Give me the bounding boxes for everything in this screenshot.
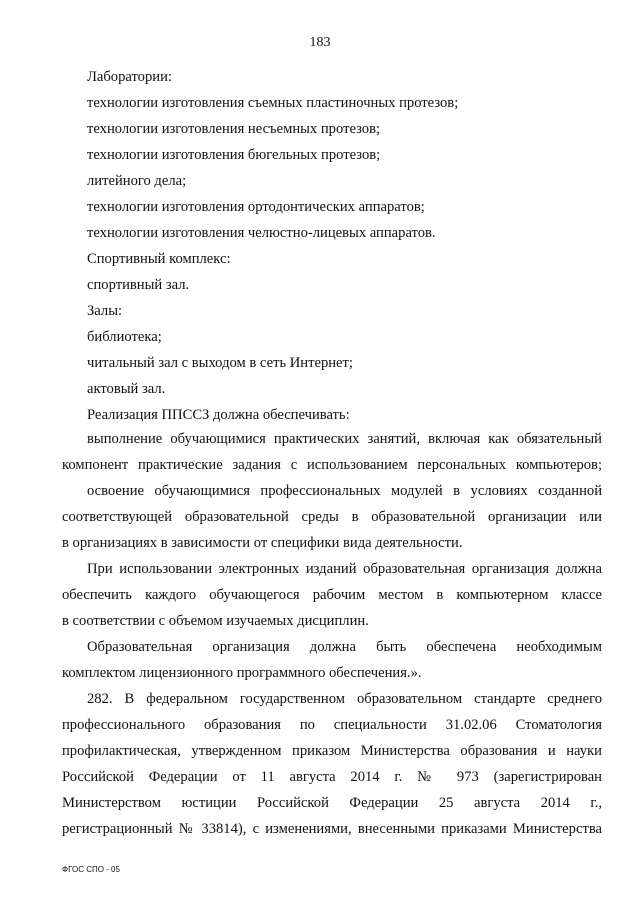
paragraph-line: в организациях в зависимости от специфики вида деятельности. (62, 535, 463, 551)
paragraph-line: обеспечить каждого обучающегося рабочим местом в компьютерном классе (62, 587, 602, 603)
labs-heading: Лаборатории: (87, 69, 172, 85)
paragraph-line: профилактическая, утвержденном приказом Министерства образования и науки (62, 743, 602, 759)
sports-heading: Спортивный комплекс: (87, 251, 231, 267)
paragraph-line: При использовании электронных изданий образовательная организация должна (87, 561, 602, 577)
paragraph-line: Российской Федерации от 11 августа 2014 г. № 973 (зарегистрирован (62, 769, 602, 785)
paragraph-line: профессионального образования по специальности 31.02.06 Стоматология (62, 717, 602, 733)
paragraph-line: регистрационный № 33814), с изменениями, внесенными приказами Министерства (62, 821, 602, 837)
list-item: спортивный зал. (87, 277, 190, 293)
paragraph-line: Образовательная организация должна быть обеспечена необходимым (87, 639, 602, 655)
list-item: технологии изготовления челюстно-лицевых аппаратов. (87, 225, 436, 241)
paragraph-line: Министерством юстиции Российской Федерации 25 августа 2014 г., (62, 795, 602, 811)
page-number: 183 (309, 35, 331, 50)
paragraph-line: в соответствии с объемом изучаемых дисциплин. (62, 613, 369, 629)
paragraph-line: 282. В федеральном государственном образовательном стандарте среднего (87, 691, 602, 707)
list-item: технологии изготовления бюгельных протезов; (87, 147, 381, 163)
paragraph-line: выполнение обучающимися практических занятий, включая как обязательный (87, 431, 602, 447)
paragraph-line: компонент практические задания с использованием персональных компьютеров; (62, 457, 602, 473)
halls-heading: Залы: (87, 303, 123, 319)
paragraph-line: освоение обучающимися профессиональных модулей в условиях созданной (87, 483, 602, 499)
list-item: актовый зал. (87, 381, 166, 397)
list-item: читальный зал с выходом в сеть Интернет; (87, 355, 353, 371)
paragraph-line: комплектом лицензионного программного обеспечения.». (62, 665, 422, 681)
list-item: технологии изготовления несъемных протезов; (87, 121, 381, 137)
list-item: библиотека; (87, 329, 162, 345)
list-item: литейного дела; (87, 173, 187, 189)
requirements-heading: Реализация ППССЗ должна обеспечивать: (87, 407, 350, 423)
paragraph-line: соответствующей образовательной среды в образовательной организации или (62, 509, 602, 525)
list-item: технологии изготовления съемных пластиночных протезов; (87, 95, 459, 111)
footer-code: ФГОС СПО - 05 (62, 865, 120, 874)
list-item: технологии изготовления ортодонтических аппаратов; (87, 199, 425, 215)
